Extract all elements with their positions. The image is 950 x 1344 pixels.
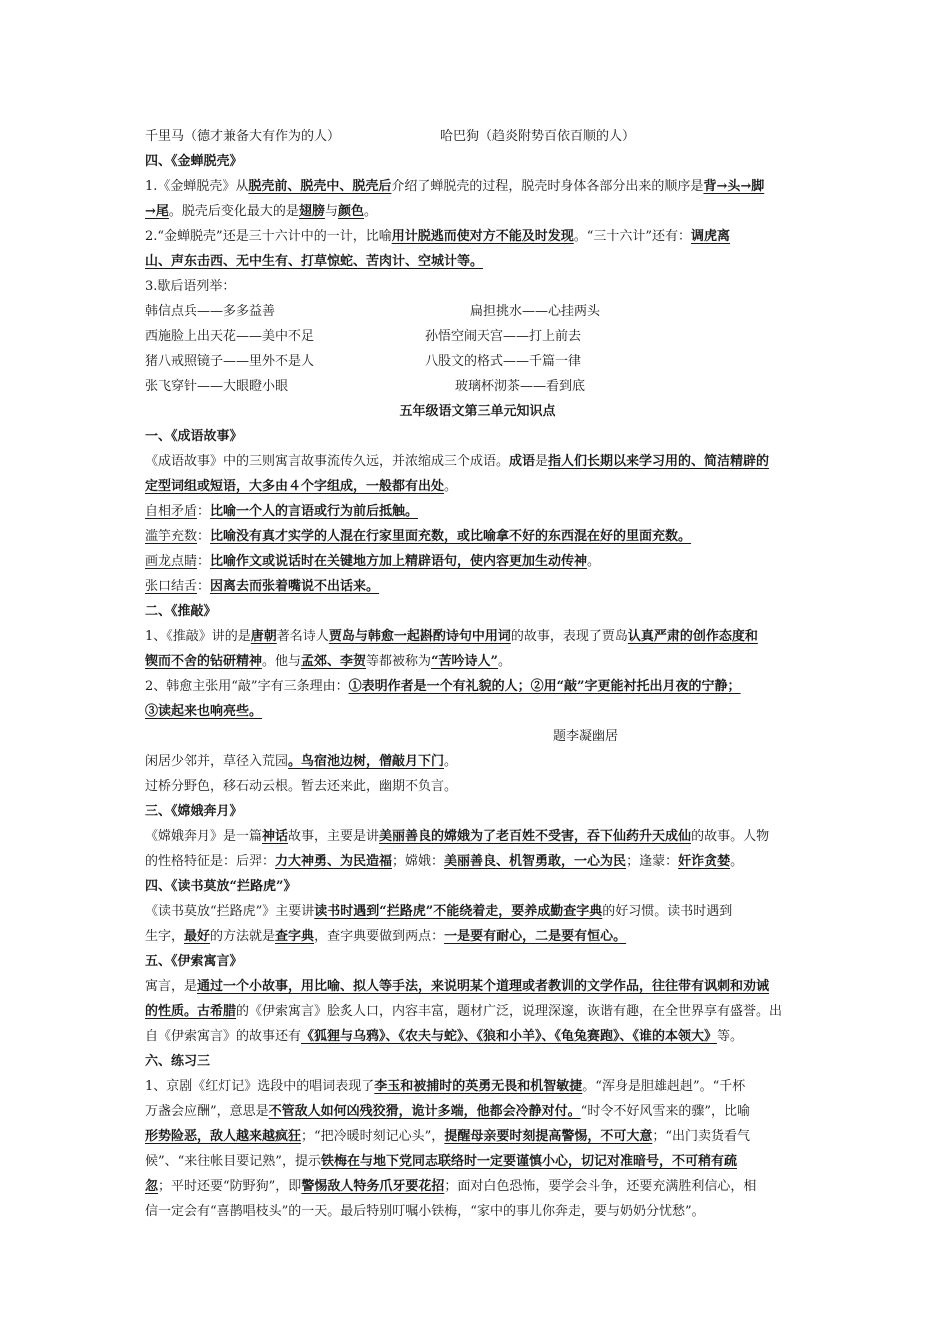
unit-title — [145, 399, 810, 424]
text-segment: “时令不好风雪来的骤”，比喻 — [580, 1104, 750, 1119]
text-segment: ；平时还要“防野狗”，即 — [158, 1179, 302, 1194]
text-segment: 2、韩愈主张用“敲”字有三条理由： — [145, 679, 349, 694]
text-segment: 。 — [444, 479, 458, 494]
section-heading-text: 五、《伊索寓言》 — [145, 954, 243, 969]
text-line — [145, 274, 810, 299]
text-line — [145, 774, 810, 799]
text-segment: 。“三十六计”还有： — [573, 229, 692, 244]
key-point-text: 铁梅在与地下党同志联络时一定要谨慎小心，切记对准暗号，不可稍有疏 — [320, 1154, 737, 1169]
key-point-text: 通过一个小故事，用比喻、拟人等手法，来说明某个道理或者教训的文学作品，往往带有讽刺和劝诫 — [197, 979, 770, 994]
section-heading — [145, 599, 810, 624]
text-line — [145, 824, 810, 849]
key-point-text: 翅膀 — [298, 204, 325, 219]
left-column-text: 西施脸上出天花——美中不足 — [145, 329, 315, 344]
text-line — [145, 1174, 810, 1199]
key-point-text: 《狐狸与乌鸦》、《农夫与蛇》、《狼和小羊》、《龟兔赛跑》、《谁的本领大》 — [301, 1029, 718, 1044]
key-point-text: 脱壳前、脱壳中、脱壳后 — [248, 179, 392, 194]
key-point-text: 美丽善良、机智勇敢，一心为民 — [444, 854, 627, 869]
text-line — [145, 224, 810, 249]
key-point-text: 比喻作文或说话时在关键地方加上精辟语句，使内容更加生动传神 — [210, 554, 588, 569]
text-line — [145, 474, 810, 499]
key-point-text: 认真严肃的创作态度和 — [627, 629, 758, 644]
two-column-line — [145, 324, 810, 349]
text-segment: 自《伊索寓言》的故事还有 — [145, 1029, 302, 1044]
section-heading — [145, 1049, 810, 1074]
left-column-text: 猪八戒照镜子——里外不是人 — [145, 354, 315, 369]
section-heading — [145, 799, 810, 824]
text-segment: 2.“金蝉脱壳”还是三十六计中的一计，比喻 — [145, 229, 392, 244]
text-segment: 《成语故事》中的三则寓言故事流传久远，并浓缩成三个成语。 — [145, 454, 510, 469]
key-point-text: 的性质。古希腊 — [145, 1004, 237, 1019]
text-segment: 画龙点睛 — [145, 554, 198, 569]
text-line — [145, 574, 810, 599]
two-column-line — [145, 299, 810, 324]
left-column-text: 张飞穿针——大眼瞪小眼 — [145, 379, 289, 394]
text-line — [145, 674, 810, 699]
text-line — [145, 974, 810, 999]
key-point-text: ③读起来也响亮些。 — [145, 704, 263, 719]
text-segment: 著名诗人 — [276, 629, 329, 644]
text-segment: 《读书莫放“拦路虎”》主要讲 — [145, 904, 315, 919]
key-point-text: 锲而不舍的钻研精神 — [145, 654, 263, 669]
key-point-text: 形势险恶，敌人越来越疯狂 — [145, 1129, 302, 1144]
text-segment: ；“把冷暖时刻记心头”， — [301, 1129, 445, 1144]
text-segment: 等。 — [717, 1029, 744, 1044]
two-column-line — [145, 374, 810, 399]
key-point-text: 颜色 — [337, 204, 364, 219]
section-heading-text: 六、练习三 — [145, 1054, 211, 1069]
text-segment: ： — [197, 504, 211, 519]
text-segment: 的《伊索寓言》脍炙人口，内容丰富，题材广泛，说理深邃，诙谐有趣，在全世界享有盛誉。出 — [236, 1004, 783, 1019]
text-line — [145, 999, 810, 1024]
text-segment: 3.歇后语列举： — [145, 279, 236, 294]
text-segment: 的故事，表现了贾岛 — [510, 629, 628, 644]
text-segment: 过桥分野色，移石动云根。暂去还来此，幽期不负言。 — [145, 779, 458, 794]
section-heading-text: 三、《嫦娥奔月》 — [145, 804, 243, 819]
right-column-text: 扁担挑水——心挂两头 — [470, 304, 601, 319]
text-line — [145, 749, 810, 774]
text-segment: 。 — [498, 654, 512, 669]
key-point-text: 奸诈贪婪 — [678, 854, 731, 869]
text-line — [145, 1124, 810, 1149]
text-segment: ： — [197, 529, 211, 544]
section-heading — [145, 149, 810, 174]
text-line — [145, 249, 810, 274]
text-segment: 《嫦娥奔月》是一篇 — [145, 829, 263, 844]
text-segment: 寓言，是 — [145, 979, 198, 994]
key-point-text: 李玉和被捕时的英勇无畏和机智敏捷 — [374, 1079, 583, 1094]
text-segment: 的方法就是 — [210, 929, 276, 944]
text-segment: ；“出门卖货看气 — [652, 1129, 750, 1144]
text-segment: 1、《推敲》讲的是 — [145, 629, 251, 644]
key-point-text: 读书时遇到“拦路虎”不能绕着走，要养成勤查字典 — [314, 904, 603, 919]
text-segment: ；面对白色恐怖，要学会斗争，还要充满胜利信心，相 — [444, 1179, 757, 1194]
key-point-text: “苦吟诗人” — [431, 654, 499, 669]
text-segment: 候”、“来往帐目要记熟”，提示 — [145, 1154, 321, 1169]
text-segment: 的故事。人物 — [691, 829, 770, 844]
text-line — [145, 449, 810, 474]
key-point-text: 用计脱逃而使对方不能及时发现 — [391, 229, 574, 244]
section-heading — [145, 949, 810, 974]
text-segment: 介绍了蝉脱壳的过程，脱壳时身体各部分出来的顺序是 — [391, 179, 704, 194]
right-column-text: 哈巴狗（趋炎附势百依百顺的人） — [440, 129, 636, 144]
text-segment: 万盏会应酬”，意思是 — [145, 1104, 269, 1119]
key-point-text: 调虎离 — [691, 229, 731, 244]
text-segment: 。 — [363, 204, 377, 219]
text-line — [145, 199, 810, 224]
text-segment: 。脱壳后变化最大的是 — [168, 204, 299, 219]
text-segment: 张口结舌 — [145, 579, 198, 594]
text-line — [145, 849, 810, 874]
text-line — [145, 1199, 810, 1224]
key-point-text: 一是要有耐心，二是要有恒心。 — [444, 929, 627, 944]
key-point-text: 唐朝 — [250, 629, 277, 644]
text-segment: 。 — [587, 554, 601, 569]
text-line — [145, 524, 810, 549]
key-point-text: 孟郊、李贺 — [301, 654, 367, 669]
key-point-text: 指人们长期以来学习用的、简洁精辟的 — [548, 454, 770, 469]
section-heading — [145, 424, 810, 449]
text-line — [145, 499, 810, 524]
key-point-text: 力大神勇、为民造福 — [275, 854, 393, 869]
poem-title-text: 题李凝幽居 — [553, 729, 619, 744]
section-heading-text: 二、《推敲》 — [145, 604, 217, 619]
key-point-text: 山、声东击西、无中生有、打草惊蛇、苦肉计、空城计等。 — [145, 254, 484, 269]
text-line — [145, 899, 810, 924]
text-line — [145, 699, 810, 724]
text-segment: 的好习惯。读书时遇到 — [602, 904, 733, 919]
text-segment: 滥竽充数 — [145, 529, 198, 544]
text-segment: 的性格特征是：后羿： — [145, 854, 276, 869]
key-point-text: 警惕敌人特务爪牙要花招 — [301, 1179, 445, 1194]
key-point-text: 因离去而张着嘴说不出话来。 — [210, 579, 380, 594]
text-line — [145, 1024, 810, 1049]
unit-title-text: 五年级语文第三单元知识点 — [399, 404, 556, 419]
key-point-text: 不管敌人如何凶残狡猾，诡计多端，他都会冷静对付。 — [268, 1104, 581, 1119]
key-point-text: 美丽善良的嫦娥为了老百姓不受害，吞下仙药升天成仙 — [379, 829, 692, 844]
key-point-text: 忽 — [145, 1179, 159, 1194]
text-segment: 自相矛盾 — [145, 504, 198, 519]
two-column-line — [145, 124, 810, 149]
key-point-text: 。鸟宿池边树，僧敲月下门 — [288, 754, 445, 769]
text-line — [145, 649, 810, 674]
text-segment: ；逢蒙： — [626, 854, 679, 869]
text-segment: 。 — [730, 854, 744, 869]
text-segment: ： — [197, 579, 211, 594]
key-point-text: 比喻没有真才实学的人混在行家里面充数，或比喻拿不好的东西混在好的里面充数。 — [210, 529, 692, 544]
right-column-text: 玻璃杯沏茶——看到底 — [455, 379, 586, 394]
text-line — [145, 174, 810, 199]
text-segment: ；嫦娥： — [392, 854, 445, 869]
text-line — [145, 624, 810, 649]
poem-title — [145, 724, 810, 749]
text-line — [145, 1099, 810, 1124]
text-line — [145, 549, 810, 574]
text-segment: 信一定会有“喜鹊唱枝头”的一天。最后特别叮嘱小铁梅，“家中的事儿你奔走，要与奶奶分忧愁”。 — [145, 1204, 705, 1219]
text-segment: 闲居少邻并，草径入荒园 — [145, 754, 289, 769]
text-segment: 。他与 — [262, 654, 302, 669]
section-heading — [145, 874, 810, 899]
text-segment: 生字， — [145, 929, 185, 944]
left-column-text: 韩信点兵——多多益善 — [145, 304, 276, 319]
text-segment: 1、京剧《红灯记》选段中的唱词表现了 — [145, 1079, 375, 1094]
key-point-text: 神话 — [262, 829, 289, 844]
section-heading-text: 四、《读书莫放“拦路虎”》 — [145, 879, 297, 894]
text-segment: 是 — [535, 454, 549, 469]
text-line — [145, 1149, 810, 1174]
text-line — [145, 1074, 810, 1099]
key-point-text: 贾岛与韩愈一起斟酌诗句中用词 — [328, 629, 511, 644]
key-point-text: 成语 — [509, 454, 536, 469]
key-point-text: ①表明作者是一个有礼貌的人；②用“敲”字更能衬托出月夜的宁静； — [348, 679, 741, 694]
two-column-line — [145, 349, 810, 374]
left-column-text: 千里马（德才兼备大有作为的人） — [145, 129, 341, 144]
key-point-text: 比喻一个人的言语或行为前后抵触。 — [210, 504, 419, 519]
key-point-text: 最好 — [184, 929, 211, 944]
right-column-text: 孙悟空闹天宫——打上前去 — [425, 329, 582, 344]
key-point-text: 定型词组或短语，大多由４个字组成，一般都有出处 — [145, 479, 445, 494]
document-page — [145, 124, 810, 1224]
key-point-text: 提醒母亲要时刻提高警惕，不可大意 — [444, 1129, 653, 1144]
right-column-text: 八股文的格式——千篇一律 — [425, 354, 582, 369]
text-line — [145, 924, 810, 949]
text-segment: 与 — [324, 204, 338, 219]
text-segment: ，查字典要做到两点： — [314, 929, 445, 944]
key-point-text: 背→头→脚 — [703, 179, 765, 194]
key-point-text: 查字典 — [275, 929, 315, 944]
text-segment: 1.《金蝉脱壳》从 — [145, 179, 249, 194]
key-point-text: →尾 — [145, 204, 169, 219]
text-segment: ： — [197, 554, 211, 569]
section-heading-text: 四、《金蝉脱壳》 — [145, 154, 243, 169]
section-heading-text: 一、《成语故事》 — [145, 429, 243, 444]
text-segment: 。“浑身是胆雄赳赳”。“千杯 — [582, 1079, 746, 1094]
text-segment: 故事，主要是讲 — [288, 829, 380, 844]
text-segment: 等都被称为 — [366, 654, 432, 669]
text-segment: 。 — [444, 754, 458, 769]
